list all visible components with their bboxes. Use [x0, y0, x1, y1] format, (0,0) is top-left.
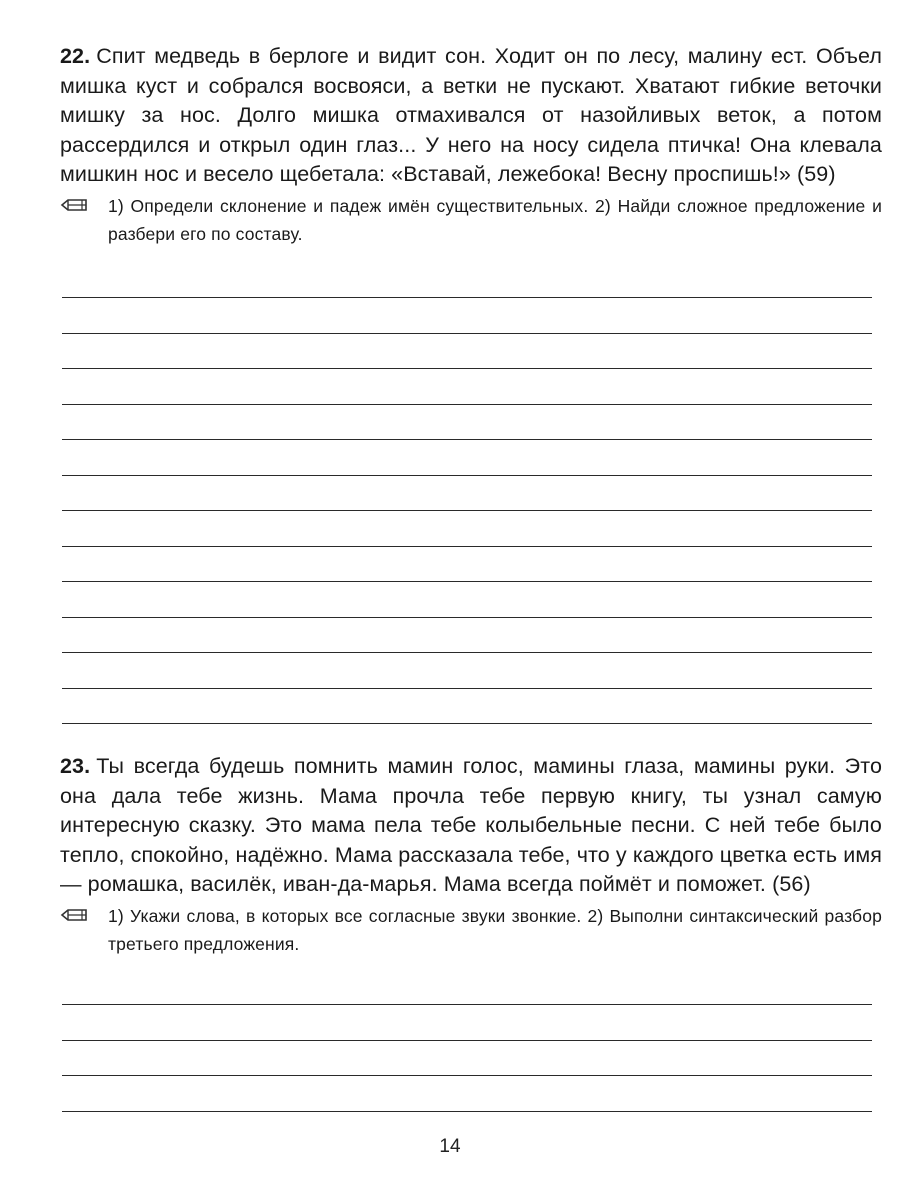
- pencil-icon: [60, 906, 90, 924]
- exercise-body: Спит медведь в берлоге и видит сон. Ходит он по лесу, малину ест. Объел мишка куст и собрался восвояси, а ветки не пускают. Хватают гибкие веточки мишку за нос. Долго мишка отмахивался от назойливых веток, а потом рассердился и открыл один глаз... У него на носу сидела птичка! Она клевала мишкин нос и весело щебетала: «Вставай, лежебока! Весну проспишь!» (59): [60, 44, 882, 186]
- answer-line[interactable]: [62, 404, 872, 405]
- answer-line[interactable]: [62, 1004, 872, 1005]
- answer-line[interactable]: [62, 1075, 872, 1076]
- answer-line[interactable]: [62, 297, 872, 298]
- answer-line[interactable]: [62, 581, 872, 582]
- answer-line[interactable]: [62, 617, 872, 618]
- task-text: 1) Определи склонение и падеж имён существительных. 2) Найди сложное предложение и разбери его по составу.: [108, 195, 882, 244]
- answer-line[interactable]: [62, 510, 872, 511]
- exercise-text: [60, 752, 882, 900]
- exercise-text: [60, 42, 882, 190]
- answer-line[interactable]: [62, 1040, 872, 1041]
- answer-line[interactable]: [62, 652, 872, 653]
- exercise-23: [60, 752, 882, 958]
- answer-line[interactable]: [62, 475, 872, 476]
- exercise-22: [60, 42, 882, 248]
- answer-line[interactable]: [62, 1111, 872, 1112]
- exercise-number: 22.: [60, 44, 91, 68]
- page-number: 14: [439, 1136, 461, 1157]
- exercise-task: [60, 192, 882, 248]
- answer-line[interactable]: [62, 439, 872, 440]
- exercise-task: [60, 902, 882, 958]
- answer-line[interactable]: [62, 688, 872, 689]
- answer-line[interactable]: [62, 546, 872, 547]
- exercise-number: 23.: [60, 754, 91, 778]
- answer-line[interactable]: [62, 368, 872, 369]
- task-text: 1) Укажи слова, в которых все согласные звуки звонкие. 2) Выполни синтаксический разбор третьего предложения.: [108, 905, 882, 954]
- answer-line[interactable]: [62, 723, 872, 724]
- answer-line[interactable]: [62, 333, 872, 334]
- pencil-icon: [60, 196, 90, 214]
- exercise-body: Ты всегда будешь помнить мамин голос, мамины глаза, мамины руки. Это она дала тебе жизнь. Мама прочла тебе первую книгу, ты узнал самую интересную сказку. Это мама пела тебе колыбельные песни. С ней тебе было тепло, спокойно, надёжно. Мама рассказала тебе, что у каждого цветка есть имя — ромашка, василёк, иван-да-марья. Мама всегда поймёт и поможет. (56): [60, 754, 882, 896]
